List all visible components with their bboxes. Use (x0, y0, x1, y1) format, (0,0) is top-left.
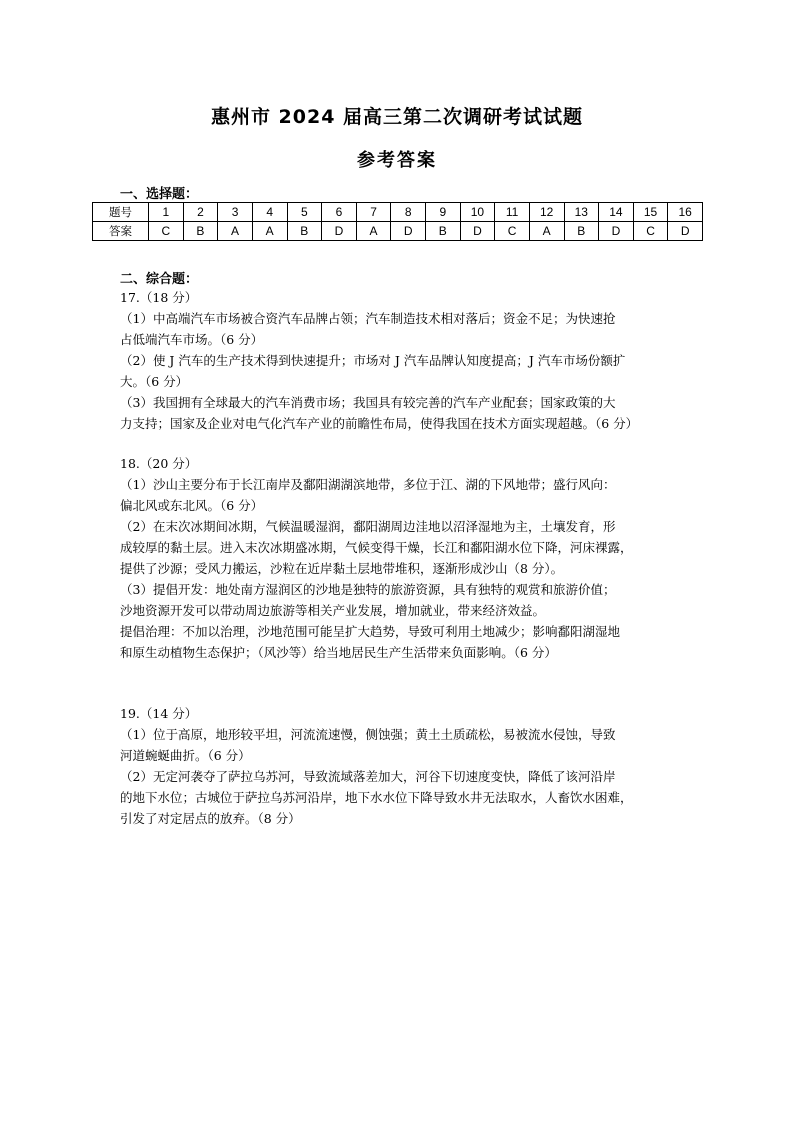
answer-line: （3）我国拥有全球最大的汽车消费市场；我国具有较完善的汽车产业配套；国家政策的大 (120, 395, 616, 410)
answer-cell: C (633, 222, 668, 241)
question-number: 11 (495, 203, 530, 222)
answer-cell: D (322, 222, 357, 241)
answer-line: 的地下水位；古城位于萨拉乌苏河沿岸，地下水水位下降导致水井无法取水，人畜饮水困难， (120, 790, 633, 805)
answer-line: 引发了对定居点的放弃。（8 分） (120, 811, 301, 826)
question-17 (120, 287, 680, 434)
question-number: 1 (149, 203, 184, 222)
question-17-head: 17.（18 分） (120, 290, 198, 305)
answer-cell: B (287, 222, 322, 241)
answer-line: （1）位于高原，地形较平坦，河流流速慢，侧蚀强；黄土土质疏松，易被流水侵蚀，导致 (120, 727, 616, 742)
answer-cell: A (252, 222, 287, 241)
answer-cell: A (529, 222, 564, 241)
question-number: 9 (426, 203, 461, 222)
answer-line: 提倡治理：不加以治理，沙地范围可能呈扩大趋势，导致可利用土地减少；影响鄱阳湖湿地 (120, 624, 621, 639)
answer-line: 力支持；国家及企业对电气化汽车产业的前瞻性布局，使得我国在技术方面实现超越。（6 分） (120, 416, 639, 431)
question-18-head: 18.（20 分） (120, 456, 198, 471)
question-number: 15 (633, 203, 668, 222)
answer-line: （2）无定河袭夺了萨拉乌苏河，导致流域落差加大，河谷下切速度变快，降低了该河沿岸 (120, 769, 616, 784)
answer-cell: C (495, 222, 530, 241)
answer-cell: B (183, 222, 218, 241)
question-number: 12 (529, 203, 564, 222)
answer-cell: A (356, 222, 391, 241)
question-19 (120, 703, 680, 829)
answer-line: 偏北风或东北风。（6 分） (120, 498, 264, 513)
row-label-number: 题号 (93, 203, 149, 222)
question-number: 10 (460, 203, 495, 222)
question-number: 7 (356, 203, 391, 222)
table-row-answers (93, 222, 703, 241)
question-number: 13 (564, 203, 599, 222)
answer-line: （1）沙山主要分布于长江南岸及鄱阳湖湖滨地带，多位于江、湖的下风地带；盛行风向： (120, 477, 616, 492)
document-subtitle: 参考答案 (357, 150, 437, 171)
answer-cell: D (668, 222, 703, 241)
question-19-head: 19.（14 分） (120, 706, 198, 721)
answer-line: 占低端汽车市场。（6 分） (120, 332, 264, 347)
answer-cell: C (149, 222, 184, 241)
question-number: 5 (287, 203, 322, 222)
answer-cell: A (218, 222, 253, 241)
answer-line: 和原生动植物生态保护；（风沙等）给当地居民生产生活带来负面影响。（6 分） (120, 645, 557, 660)
question-number: 16 (668, 203, 703, 222)
answer-line: 河道蜿蜒曲折。（6 分） (120, 748, 251, 763)
answer-cell: B (426, 222, 461, 241)
question-18 (120, 453, 680, 663)
section-heading-choice: 一、选择题： (120, 187, 199, 202)
question-number: 6 (322, 203, 357, 222)
answer-line: 提供了沙源；受风力搬运，沙粒在近岸黏土层地带堆积，逐渐形成沙山（8 分）。 (120, 561, 564, 576)
answer-line: 沙地资源开发可以带动周边旅游等相关产业发展，增加就业，带来经济效益。 (120, 603, 546, 618)
question-number: 3 (218, 203, 253, 222)
answer-line: 成较厚的黏土层。进入末次冰期盛冰期，气候变得干燥，长江和鄱阳湖水位下降，河床裸露， (120, 540, 633, 555)
answer-cell: D (391, 222, 426, 241)
document-title: 惠州市 2024 届高三第二次调研考试试题 (210, 106, 584, 128)
answer-line: （1）中高端汽车市场被合资汽车品牌占领；汽车制造技术相对落后；资金不足；为快速抢 (120, 311, 616, 326)
question-number: 14 (599, 203, 634, 222)
answer-line: （2）使 J 汽车的生产技术得到快速提升；市场对 J 汽车品牌认知度提高；J 汽车市场份额扩 (120, 353, 626, 368)
answer-table (92, 202, 703, 241)
question-number: 2 (183, 203, 218, 222)
table-row-numbers (93, 203, 703, 222)
answer-cell: B (564, 222, 599, 241)
answer-line: 大。（6 分） (120, 374, 189, 389)
question-number: 8 (391, 203, 426, 222)
answer-cell: D (599, 222, 634, 241)
answer-line: （2）在末次冰期间冰期，气候温暖湿润，鄱阳湖周边洼地以沼泽湿地为主，土壤发育，形 (120, 519, 616, 534)
section-heading-comprehensive: 二、综合题： (120, 272, 199, 287)
question-number: 4 (252, 203, 287, 222)
row-label-answer: 答案 (93, 222, 149, 241)
answer-line: （3）提倡开发：地处南方湿润区的沙地是独特的旅游资源，具有独特的观赏和旅游价值； (120, 582, 616, 597)
answer-cell: D (460, 222, 495, 241)
